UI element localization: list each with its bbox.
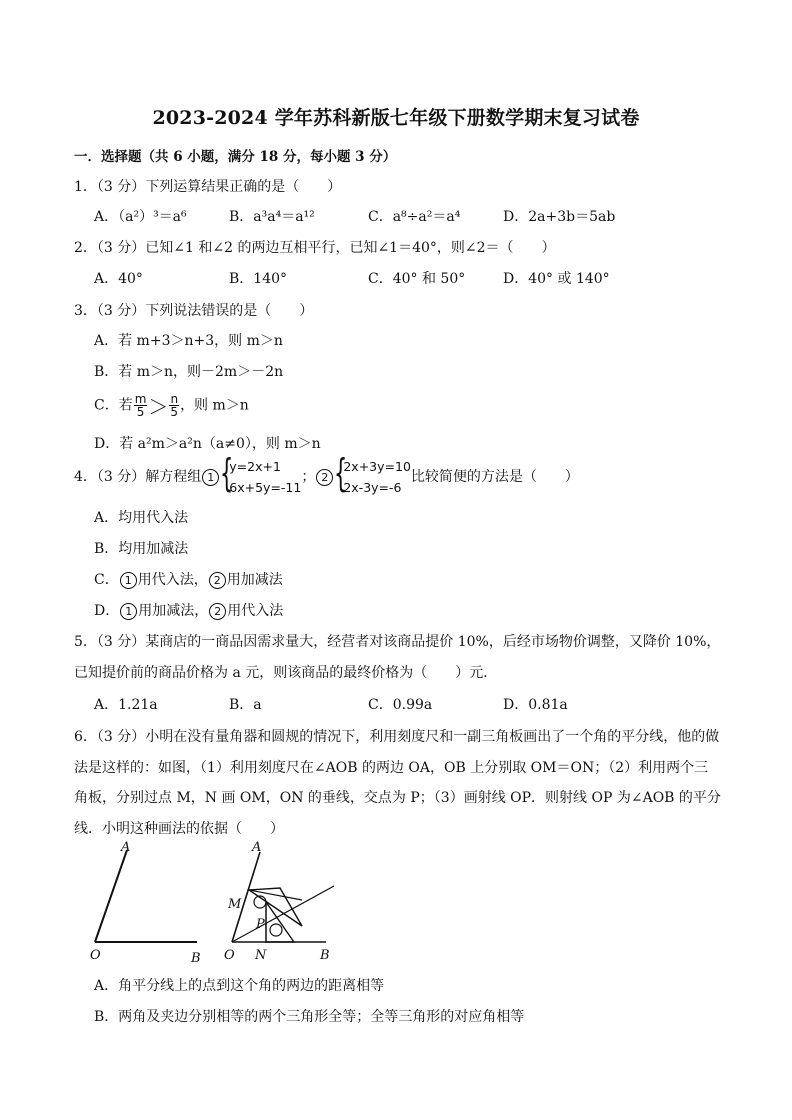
question-6-line-3: 角板，分别过点 M，N 画 OM，ON 的垂线，交点为 P；（3）画射线 OP．则射线 OP 为∠AOB 的平分 [74, 790, 721, 806]
equation-system-2: { 2x+3y=10 2x-3y=-6 [334, 451, 411, 495]
question-3-option-c [94, 391, 249, 420]
label-o: O [224, 948, 235, 963]
question-3-stem: 3．（3 分）下列说法错误的是（ ） [74, 303, 314, 319]
figure-bisector-construction [222, 838, 342, 966]
question-2-stem: 2．（3 分）已知∠1 和∠2 的两边互相平行，已知∠1＝40°，则∠2＝（ ） [74, 240, 556, 256]
question-4-option-a: A．均用代入法 [94, 510, 189, 526]
question-4-option-d: D． 1 用加减法， 2 用代入法 [94, 603, 284, 619]
option-c-suffix: ，则 m＞n [180, 397, 249, 414]
question-2-option-d: D．40° 或 140° [503, 271, 610, 287]
question-4-option-c: C． 1 用代入法， 2 用加减法 [94, 572, 283, 588]
figure-angle-aob [85, 838, 215, 966]
circled-number-2: 2 [316, 469, 333, 486]
question-5-option-c: C．0.99a [368, 697, 433, 713]
question-5-option-d: D．0.81a [503, 697, 568, 713]
label-o: O [90, 948, 101, 963]
question-6-line-2: 法是这样的：如图，（1）利用刻度尺在∠AOB 的两边 OA，OB 上分别取 OM＝ON；（2）利用两个三 [74, 760, 709, 776]
ray-oa [95, 850, 127, 942]
question-6-line-4: 线．小明这种画法的依据（ ） [74, 821, 284, 837]
fraction-n-over-5: $\frac{n}{5}$ [170, 392, 179, 419]
option-c-prefix: C．若 [94, 397, 133, 414]
circled-number-1: 1 [120, 572, 137, 589]
question-1-option-a: A．（a²）³＝a⁶ [94, 209, 187, 225]
question-6-option-b: B．两角及夹边分别相等的两个三角形全等；全等三角形的对应角相等 [94, 1009, 525, 1025]
question-3-option-a: A．若 m+3＞n+3，则 m＞n [94, 333, 283, 349]
label-b: B [320, 948, 330, 963]
label-p: P [256, 917, 265, 932]
question-5-line-1: 5．（3 分）某商店的一商品因需求量大，经营者对该商品提价 10%，后经市场物价调整，又降价 10%， [74, 634, 721, 650]
question-6-line-1: 6．（3 分）小明在没有量角器和圆规的情况下，利用刻度尺和一副三角板画出了一个角的平分线，他的做 [74, 729, 720, 745]
question-4-stem [74, 451, 579, 498]
label-a: A [252, 840, 262, 855]
circled-number-1: 1 [202, 469, 219, 486]
label-n: N [255, 948, 267, 963]
question-4-prefix: 4．（3 分）解方程组 [74, 469, 202, 485]
triangle-ruler-at-n [266, 902, 294, 942]
fraction-m-over-5: $\frac{m}{5}$ [134, 392, 147, 419]
question-5-option-b: B．a [229, 697, 262, 713]
circled-number-1: 1 [120, 603, 137, 620]
question-1-option-c: C．a⁸÷a²＝a⁴ [368, 209, 461, 225]
question-2-option-b: B．140° [229, 271, 288, 287]
circled-number-2: 2 [209, 572, 226, 589]
question-1-option-b: B．a³a⁴＝a¹² [229, 209, 315, 225]
separator: ； [301, 469, 316, 485]
left-brace-icon: { [220, 451, 234, 495]
question-3-option-d: D．若 a²m＞a²n（a≠0），则 m＞n [94, 436, 321, 452]
greater-than-sign: ＞ [148, 395, 169, 419]
triangle-hole-2 [270, 924, 282, 936]
page-title: 2023-2024 学年苏科新版七年级下册数学期末复习试卷 [152, 107, 640, 129]
label-a: A [121, 840, 131, 855]
question-2-option-a: A．40° [94, 271, 143, 287]
question-1-stem: 1．（3 分）下列运算结果正确的是（ ） [74, 179, 342, 195]
label-b: B [191, 951, 201, 966]
equation-system-1: { y=2x+1 6x+5y=-11 [220, 451, 302, 495]
question-4-option-b: B．均用加减法 [94, 541, 189, 557]
question-5-option-a: A．1.21a [94, 697, 158, 713]
circled-number-2: 2 [209, 603, 226, 620]
question-2-option-c: C．40° 和 50° [368, 271, 466, 287]
question-5-line-2: 已知提价前的商品价格为 a 元，则该商品的最终价格为（ ）元． [74, 665, 498, 681]
left-brace-icon: { [334, 451, 348, 495]
question-4-suffix: 比较简便的方法是（ ） [410, 469, 579, 485]
question-3-option-b: B．若 m＞n，则－2m＞－2n [94, 364, 284, 380]
question-6-option-a: A．角平分线上的点到这个角的两边的距离相等 [94, 978, 385, 994]
section-heading: 一．选择题（共 6 小题，满分 18 分，每小题 3 分） [74, 149, 397, 165]
label-m: M [228, 897, 242, 912]
question-1-option-d: D．2a+3b＝5ab [503, 209, 616, 225]
